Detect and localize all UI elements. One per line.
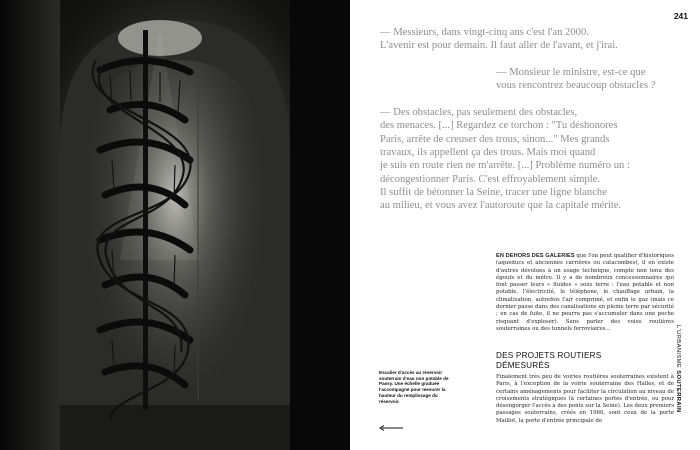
page-number: 241 bbox=[673, 11, 688, 21]
paragraph-text: que l'on peut qualifier d'historiques (aqueducs et anciennes carrières ou catacombes), il en existe d'autres dévolues à un usage technique, compte non tenu des égouts et du métro. Il y a de nombreux concessionnaires qui font passer leurs « fluides » sous terre : l'eau potable et non potable, l'électricité, le téléphone, le chauffage urbain, la climatisation, autrefois l'air comprimé, et enfin le gaz (mais ce dernier passe dans des canalisations en pleine terre par sécurité ; en cas de fuite, il ne pourra pas s'accumuler dans une poche risquant d'exploser). Sans parler des voies routières souterraines ou des tunnels ferroviaires... bbox=[496, 253, 674, 332]
dialogue-quotes bbox=[380, 26, 680, 213]
running-head bbox=[671, 325, 681, 435]
quote: — Monsieur le ministre, est-ce que vous rencontrez beaucoup obstacles ? bbox=[496, 66, 656, 91]
section-heading: DES PROJETS ROUTIERS DÉMESURÉS bbox=[496, 351, 602, 370]
running-head-part: SOUTERRAIN bbox=[675, 370, 681, 413]
arrow-left-icon bbox=[379, 425, 403, 431]
photo-caption: Escalier d'accès au réservoir souterrain d'eau non potable de Passy. Une échelle graduée l'accompagne pour mesurer la hauteur du remplissage du réservoir. bbox=[379, 370, 449, 404]
quote: — Messieurs, dans vingt-cinq ans c'est l'an 2000. L'avenir est pour demain. Il faut aller de l'avant, et j'irai. bbox=[380, 27, 618, 52]
quote: — Des obstacles, pas seulement des obstacles, des menaces. [...] Regardez ce torchon : "Tu déshonores Paris, arrête de creuser des trous, sinon..." Mes grands travaux, ils appellent ça des trous. Mais moi quand je suis en route rien ne m'arrête. [...] Problème numéro un : décongestionner Paris. C'est effroyablement simple. Il suffit de bétonner la Seine, tracer une ligne blanche au milieu, et vous avez l'autoroute que la capitale mérite. bbox=[380, 107, 630, 212]
article-paragraph bbox=[496, 253, 674, 333]
article-paragraph: Finalement très peu de voiries routières souterraines existent à Paris, à l'exception de la voirie souterraine des Halles, et de certains aménagements pour faciliter la circulation au niveau de croisements stratégiques (à certaines portes d'entrée, ou pour désengorger l'accès à des ponts sur la Seine). Les deux premiers passages souterrains, créés en 1960, sont ceux de la porte Maillot, la porte d'entrée principale de bbox=[496, 374, 674, 424]
paragraph-lead: EN DEHORS DES GALERIES bbox=[496, 253, 575, 259]
running-head-part: L'URBANISME bbox=[675, 325, 681, 369]
